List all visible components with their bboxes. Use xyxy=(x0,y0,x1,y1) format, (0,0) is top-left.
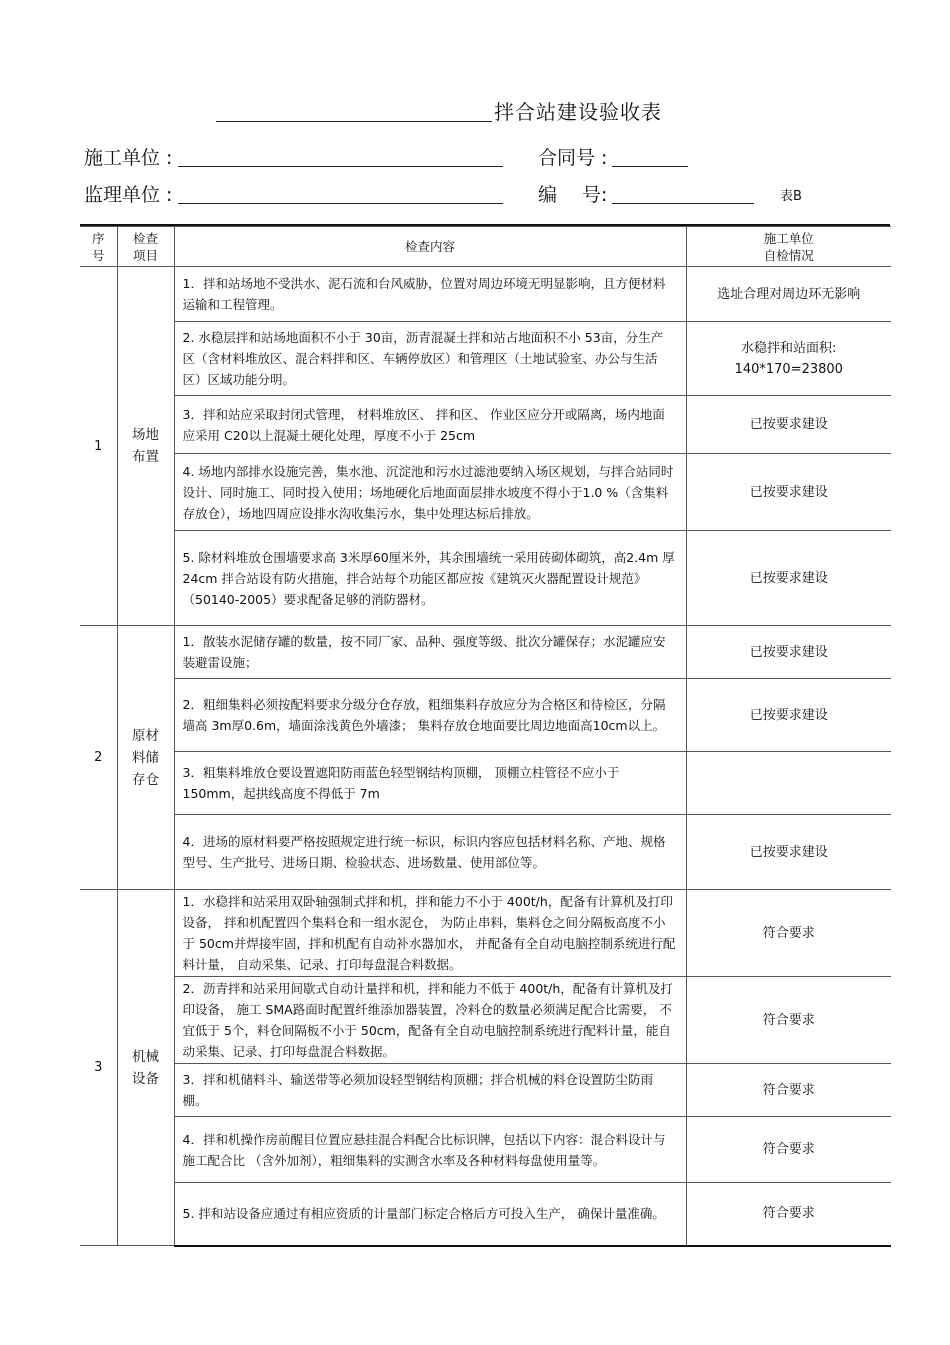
table-row xyxy=(80,396,891,454)
section-seq: 2 xyxy=(80,626,117,890)
form-code: 表B xyxy=(780,189,802,204)
serial-no-field xyxy=(612,203,754,204)
table-row xyxy=(80,815,891,890)
page-title: 拌合站建设验收表 xyxy=(494,100,662,124)
header-content: 检查内容 xyxy=(174,227,686,267)
check-content: 5. 除材料堆放仓围墙要求高 3米厚60厘米外，其余围墙统一采用砖砌体砌筑，高2.4m 厚24cm 拌合站设有防火措施，拌合站每个功能区都应按《建筑灭火器配置设计规范》（50140-2005）要求配备足够的消防器材。 xyxy=(174,531,686,626)
check-content: 2．沥青拌和站采用间歇式自动计量拌和机，拌和能力不低于 400t/h，配备有计算机及打印设备， 施工 SMA路面时配置纤维添加器装置，冷料仓的数量必须满足配合比需要， 不宜低于 5个，料仓间隔板不小于 50cm，配备有全自动电脑控制系统进行配料计量，能自动采集、记录、打印每盘混合料数据。 xyxy=(174,977,686,1064)
check-content: 3．粗集料堆放仓要设置遮阳防雨蓝色轻型钢结构顶棚， 顶棚立柱管径不应小于150mm，起拱线高度不得低于 7m xyxy=(174,752,686,815)
check-content: 4．拌和机操作房前醒目位置应悬挂混合料配合比标识牌，包括以下内容：混合料设计与施工配合比 （含外加剂），粗细集料的实测含水率及各种材料每盘使用量等。 xyxy=(174,1117,686,1183)
self-check-result: 选址合理对周边环无影响 xyxy=(686,267,891,322)
table-row xyxy=(80,1064,891,1117)
check-content: 3．拌和机储料斗、输送带等必须加设轻型钢结构顶棚；拌合机械的料仓设置防尘防雨棚。 xyxy=(174,1064,686,1117)
table-row xyxy=(80,1117,891,1183)
header-self-check: 施工单位 自检情况 xyxy=(686,227,891,267)
title-underline xyxy=(216,121,492,122)
section-seq: 3 xyxy=(80,890,117,1246)
self-check-result: 已按要求建设 xyxy=(686,815,891,890)
header-seq: 序 号 xyxy=(80,227,117,267)
self-check-result: 符合要求 xyxy=(686,1183,891,1246)
table-row xyxy=(80,977,891,1064)
check-content: 5. 拌和站设备应通过有相应资质的计量部门标定合格后方可投入生产， 确保计量准确。 xyxy=(174,1183,686,1246)
table-row xyxy=(80,454,891,531)
check-content: 4．进场的原材料要严格按照规定进行统一标识，标识内容应包括材料名称、产地、规格型号、生产批号、进场日期、检验状态、进场数量、使用部位等。 xyxy=(174,815,686,890)
construction-unit-field xyxy=(178,166,503,167)
table-row xyxy=(80,1183,891,1246)
table-row xyxy=(80,890,891,977)
contract-no-label: 合同号 : xyxy=(538,147,608,169)
header-item: 检查 项目 xyxy=(117,227,174,267)
check-content: 2. 水稳层拌和站场地面积不小于 30亩，沥青混凝土拌和站占地面积不小 53亩，分生产区（含材料堆放区、混合料拌和区、车辆停放区）和管理区（土地试验室、办公与生活区）区域功能分明。 xyxy=(174,322,686,396)
construction-unit-label: 施工单位 : xyxy=(84,147,173,169)
supervision-unit-label: 监理单位 : xyxy=(84,184,173,206)
table-header-row xyxy=(80,227,891,267)
table-row xyxy=(80,267,891,322)
self-check-result: 已按要求建设 xyxy=(686,454,891,531)
table-row xyxy=(80,531,891,626)
self-check-result: 符合要求 xyxy=(686,890,891,977)
check-content: 4. 场地内部排水设施完善，集水池、沉淀池和污水过滤池要纳入场区规划，与拌合站同时设计、同时施工、同时投入使用；场地硬化后地面面层排水坡度不得小于1.0 %（含集料存放仓），场地四周应设排水沟收集污水，集中处理达标后排放。 xyxy=(174,454,686,531)
check-content: 3．拌和站应采取封闭式管理， 材料堆放区、 拌和区、 作业区应分开或隔离，场内地面应采用 C20以上混凝土硬化处理，厚度不小于 25cm xyxy=(174,396,686,454)
self-check-result: 已按要求建设 xyxy=(686,679,891,752)
self-check-result: 水稳拌和站面积: 140*170=23800 xyxy=(686,322,891,396)
table-row xyxy=(80,322,891,396)
check-content: 1．水稳拌和站采用双卧轴强制式拌和机，拌和能力不小于 400t/h，配备有计算机及打印设备， 拌和机配置四个集料仓和一组水泥仓， 为防止串料，集料仓之间分隔板高度不小于 50cm并焊接牢固，拌和机配有自动补水器加水， 并配备有全自动电脑控制系统进行配料计量， 自动采集、记录、打印每盘混合料数据。 xyxy=(174,890,686,977)
section-seq: 1 xyxy=(80,267,117,626)
section-category: 原材 料储 存仓 xyxy=(117,626,174,890)
inspection-table xyxy=(80,226,891,1247)
table-row xyxy=(80,752,891,815)
contract-no-field xyxy=(612,166,688,167)
self-check-result xyxy=(686,752,891,815)
serial-no-label: 编 号: xyxy=(538,184,608,206)
self-check-result: 已按要求建设 xyxy=(686,396,891,454)
check-content: 1．拌和站场地不受洪水、泥石流和台风威胁，位置对周边环境无明显影响，且方便材料运输和工程管理。 xyxy=(174,267,686,322)
table-row xyxy=(80,626,891,679)
self-check-result: 已按要求建设 xyxy=(686,531,891,626)
table-row xyxy=(80,679,891,752)
section-category: 场地 布置 xyxy=(117,267,174,626)
self-check-result: 符合要求 xyxy=(686,1064,891,1117)
self-check-result: 已按要求建设 xyxy=(686,626,891,679)
supervision-unit-field xyxy=(178,203,503,204)
section-category: 机械 设备 xyxy=(117,890,174,1246)
check-content: 1．散装水泥储存罐的数量，按不同厂家、品种、强度等级、批次分罐保存；水泥罐应安装避雷设施； xyxy=(174,626,686,679)
self-check-result: 符合要求 xyxy=(686,1117,891,1183)
self-check-result: 符合要求 xyxy=(686,977,891,1064)
check-content: 2．粗细集料必须按配料要求分级分仓存放，粗细集料存放应分为合格区和待检区，分隔墙高 3m厚0.6m，墙面涂浅黄色外墙漆； 集料存放仓地面要比周边地面高10cm以上。 xyxy=(174,679,686,752)
